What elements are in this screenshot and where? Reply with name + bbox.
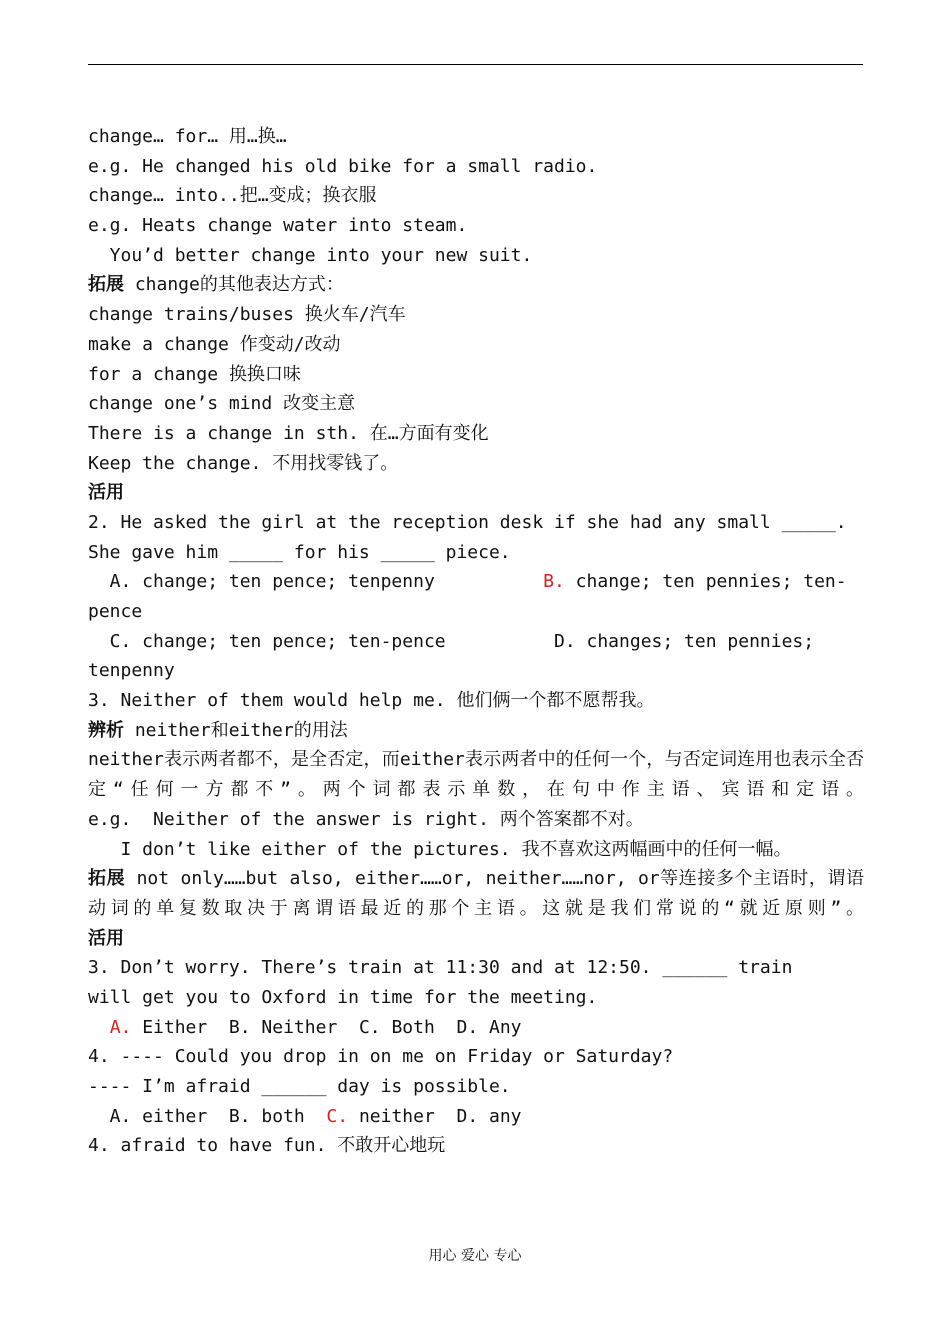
section-heading <box>88 716 864 746</box>
options-text: A. either B. both <box>88 1105 327 1127</box>
options-text: neither D. any <box>348 1105 522 1127</box>
section-heading <box>88 270 864 300</box>
text-line: 4. afraid to have fun. 不敢开心地玩 <box>88 1135 446 1157</box>
text-line: for a change 换换口味 <box>88 363 301 385</box>
example-line: You’d better change into your new suit. <box>88 244 533 266</box>
example-line: e.g. Heats change water into steam. <box>88 215 468 237</box>
text-line: change trains/buses 换火车/汽车 <box>88 304 406 326</box>
heading-label: 拓展 <box>88 868 126 890</box>
paragraph <box>88 864 864 923</box>
question-stem: 3. Don’t worry. There’s train at 11:30 and at 12:50. ______ train <box>88 957 793 979</box>
question-stem: will get you to Oxford in time for the meeting. <box>88 987 598 1008</box>
text-line: change… into..把…变成；换衣服 <box>88 185 377 207</box>
answer-letter: C. <box>326 1105 349 1127</box>
section-heading: 活用 <box>88 482 124 504</box>
heading-label: 辨析 <box>88 719 124 741</box>
document-body <box>88 122 864 1161</box>
answer-letter: A. <box>109 1016 132 1038</box>
text-line: make a change 作变动/改动 <box>88 333 341 355</box>
text-line: change one’s mind 改变主意 <box>88 393 356 415</box>
options-line: tenpenny <box>88 660 175 682</box>
heading-text: change的其他表达方式： <box>124 274 344 296</box>
paragraph-text: not only……but also, either……or, neither……nor, or等连接多个主语时，谓语动词的单复数取决于离谓语最近的那个主语。这就是我们常说的“就近原则”。 <box>88 868 864 919</box>
section-heading: 活用 <box>88 927 124 949</box>
example-line: e.g. He changed his old bike for a small radio. <box>88 155 598 177</box>
page-footer: 用心 爱心 专心 <box>428 1248 522 1264</box>
options-line: pence <box>88 601 143 622</box>
example-line: e.g. Neither of the answer is right. 两个答案都不对。 <box>88 808 644 830</box>
options-line <box>88 1013 864 1043</box>
question-stem: 2. He asked the girl at the reception desk if she had any small _____. <box>88 511 847 533</box>
text-line: There is a change in sth. 在…方面有变化 <box>88 422 489 444</box>
question-stem: ---- I’m afraid ______ day is possible. <box>88 1076 511 1098</box>
heading-text: neither和either的用法 <box>124 719 348 741</box>
paragraph: neither表示两者都不，是全否定，而either表示两者中的任何一个，与否定词连用也表示全否定“任何一方都不”。两个词都表示单数，在句中作主语、宾语和定语。 <box>88 749 864 801</box>
options-text: Either B. Neither C. Both D. Any <box>131 1016 522 1038</box>
question-stem: She gave him _____ for his _____ piece. <box>88 541 511 563</box>
option-c: C. change; ten pence; ten-pence <box>88 630 446 652</box>
text-line: Keep the change. 不用找零钱了。 <box>88 452 399 474</box>
option-d: D. changes; ten pennies; <box>554 630 815 652</box>
options-line <box>88 567 864 597</box>
question-stem: 4. ---- Could you drop in on me on Friday or Saturday? <box>88 1046 674 1068</box>
heading-label: 拓展 <box>88 274 124 296</box>
options-line <box>88 627 864 657</box>
example-line: I don’t like either of the pictures. 我不喜欢这两幅画中的任何一幅。 <box>88 838 792 860</box>
header-rule <box>88 64 863 65</box>
option-a: A. change; ten pence; tenpenny <box>88 571 435 593</box>
option-b: change; ten pennies; ten- <box>564 571 847 593</box>
answer-letter: B. <box>543 571 565 593</box>
text-line: change… for… 用…换… <box>88 126 287 147</box>
text-line: 3. Neither of them would help me. 他们俩一个都不愿帮我。 <box>88 690 655 712</box>
options-line <box>88 1102 864 1132</box>
